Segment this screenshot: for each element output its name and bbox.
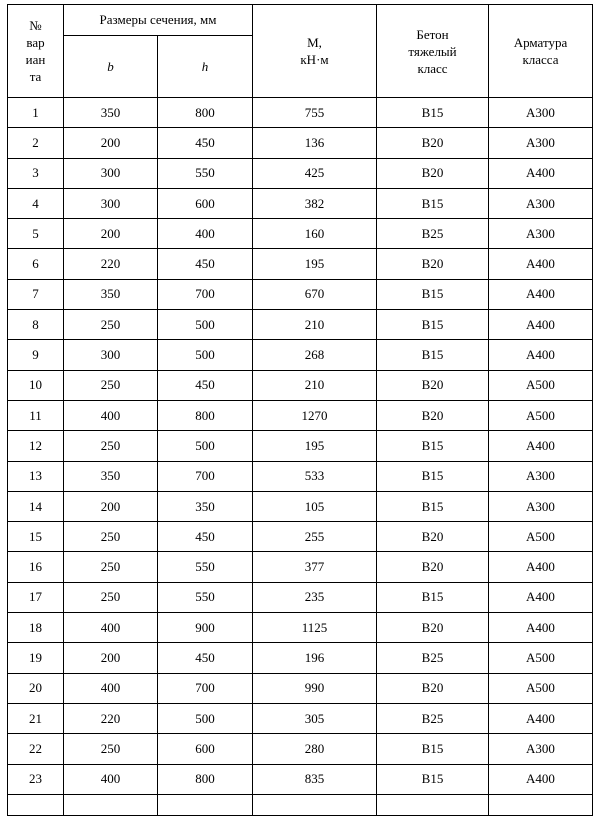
variant-number-cell: 2 [8,128,64,158]
height-h-cell: 600 [158,734,253,764]
variant-header-line: иан [25,52,46,67]
height-h-cell: 550 [158,552,253,582]
variant-number-cell: 9 [8,340,64,370]
rebar-class-cell: A400 [489,340,593,370]
concrete-class-cell: B20 [377,249,489,279]
width-b-cell: 250 [64,734,158,764]
table-row [8,582,593,612]
height-h-cell: 800 [158,98,253,128]
moment-cell: 136 [253,128,377,158]
moment-header [253,5,377,98]
concrete-class-cell: B25 [377,219,489,249]
width-b-cell: 200 [64,491,158,521]
height-h-cell: 900 [158,613,253,643]
height-h-cell: 450 [158,370,253,400]
table-row [8,764,593,794]
concrete-class-cell: B15 [377,582,489,612]
rebar-class-cell: A300 [489,219,593,249]
moment-cell: 160 [253,219,377,249]
width-b-header: b [64,36,158,98]
variant-number-header [8,5,64,98]
variant-number-cell: 14 [8,491,64,521]
table-header [8,5,593,98]
rebar-header [489,5,593,98]
table-row [8,279,593,309]
variant-number-cell: 17 [8,582,64,612]
width-b-cell: 250 [64,431,158,461]
width-b-cell: 200 [64,643,158,673]
section-dimensions-header: Размеры сечения, мм [64,5,253,36]
variant-number-cell: 7 [8,279,64,309]
height-h-cell: 500 [158,703,253,733]
variant-number-cell: 6 [8,249,64,279]
height-h-cell: 800 [158,764,253,794]
height-h-cell: 550 [158,582,253,612]
concrete-class-cell: B15 [377,310,489,340]
table-row [8,703,593,733]
moment-cell: 533 [253,461,377,491]
variant-header-line: № [29,18,42,33]
width-b-cell: 220 [64,703,158,733]
variant-number-cell: 8 [8,310,64,340]
concrete-class-cell: B20 [377,522,489,552]
variants-table [7,4,593,816]
table-row [8,552,593,582]
variant-number-cell: 12 [8,431,64,461]
table-row [8,734,593,764]
rebar-class-cell: A300 [489,188,593,218]
header-row-1 [8,5,593,36]
width-b-cell: 200 [64,219,158,249]
width-b-cell: 350 [64,461,158,491]
table-row [8,128,593,158]
rebar-class-cell: A400 [489,158,593,188]
variant-number-cell: 22 [8,734,64,764]
moment-cell: 305 [253,703,377,733]
variant-number-cell: 19 [8,643,64,673]
width-b-cell: 350 [64,279,158,309]
concrete-header-line: Бетон [416,26,449,42]
variant-number-cell [8,794,64,815]
table-row [8,340,593,370]
rebar-header-line: Арматура [513,35,568,50]
variant-number-cell: 23 [8,764,64,794]
width-b-cell: 400 [64,613,158,643]
table-row [8,310,593,340]
variant-number-cell: 18 [8,613,64,643]
moment-cell: 280 [253,734,377,764]
moment-cell: 377 [253,552,377,582]
moment-header-line: кН·м [300,52,329,67]
height-h-cell: 450 [158,128,253,158]
concrete-class-cell: B15 [377,734,489,764]
variant-number-cell: 10 [8,370,64,400]
width-b-cell: 200 [64,128,158,158]
concrete-class-cell: B20 [377,673,489,703]
concrete-class-cell: B15 [377,431,489,461]
rebar-class-cell: A400 [489,431,593,461]
concrete-class-cell: B20 [377,613,489,643]
rebar-class-cell: A500 [489,370,593,400]
table-row [8,158,593,188]
moment-cell: 196 [253,643,377,673]
variant-header-line: та [29,69,42,84]
moment-cell: 1270 [253,400,377,430]
width-b-cell: 250 [64,522,158,552]
height-h-cell: 700 [158,461,253,491]
moment-cell: 382 [253,188,377,218]
height-h-cell: 500 [158,431,253,461]
height-h-cell: 800 [158,400,253,430]
width-b-cell: 300 [64,158,158,188]
moment-cell: 1125 [253,613,377,643]
variant-number-cell: 11 [8,400,64,430]
table-row [8,794,593,815]
table-row [8,431,593,461]
moment-cell: 195 [253,249,377,279]
concrete-class-cell: B15 [377,491,489,521]
table-row [8,491,593,521]
width-b-cell: 400 [64,400,158,430]
concrete-class-cell: B15 [377,764,489,794]
concrete-class-cell [377,794,489,815]
rebar-class-cell: A300 [489,734,593,764]
variant-number-cell: 21 [8,703,64,733]
height-h-cell [158,794,253,815]
moment-cell: 990 [253,673,377,703]
concrete-header-line: класс [417,60,448,76]
concrete-class-cell: B20 [377,552,489,582]
rebar-class-cell: A300 [489,98,593,128]
table-row [8,522,593,552]
rebar-class-cell: A400 [489,764,593,794]
rebar-class-cell: A400 [489,613,593,643]
concrete-class-cell: B25 [377,643,489,673]
width-b-cell [64,794,158,815]
height-h-cell: 500 [158,340,253,370]
rebar-class-cell: A400 [489,552,593,582]
height-h-cell: 450 [158,643,253,673]
rebar-header-line: класса [522,52,559,67]
moment-cell: 670 [253,279,377,309]
variant-number-cell: 3 [8,158,64,188]
height-h-cell: 350 [158,491,253,521]
height-h-cell: 700 [158,673,253,703]
width-b-cell: 400 [64,673,158,703]
width-b-cell: 250 [64,582,158,612]
concrete-class-cell: B15 [377,340,489,370]
rebar-class-cell: A500 [489,643,593,673]
moment-cell: 210 [253,310,377,340]
moment-cell: 235 [253,582,377,612]
table-row [8,249,593,279]
concrete-class-cell: B15 [377,279,489,309]
variant-number-cell: 13 [8,461,64,491]
concrete-class-cell: B20 [377,400,489,430]
rebar-class-cell: A400 [489,582,593,612]
concrete-class-cell: B25 [377,703,489,733]
concrete-class-cell: B15 [377,98,489,128]
height-h-cell: 700 [158,279,253,309]
concrete-class-cell: B15 [377,188,489,218]
width-b-cell: 250 [64,552,158,582]
variant-number-cell: 16 [8,552,64,582]
table-row [8,98,593,128]
width-b-cell: 250 [64,310,158,340]
width-b-cell: 220 [64,249,158,279]
concrete-class-cell: B20 [377,158,489,188]
concrete-class-cell: B15 [377,461,489,491]
rebar-class-cell: A400 [489,249,593,279]
table-row [8,188,593,218]
height-h-cell: 400 [158,219,253,249]
table-row [8,219,593,249]
table-body [8,98,593,816]
moment-cell: 255 [253,522,377,552]
rebar-class-cell: A500 [489,522,593,552]
variant-number-cell: 15 [8,522,64,552]
table-row [8,400,593,430]
moment-cell: 210 [253,370,377,400]
concrete-header [377,5,489,98]
moment-cell: 835 [253,764,377,794]
moment-cell: 268 [253,340,377,370]
moment-cell [253,794,377,815]
height-h-cell: 600 [158,188,253,218]
table-row [8,673,593,703]
table-row [8,461,593,491]
variant-number-cell: 4 [8,188,64,218]
variant-number-cell: 1 [8,98,64,128]
height-h-cell: 450 [158,522,253,552]
concrete-class-cell: B20 [377,128,489,158]
width-b-cell: 250 [64,370,158,400]
width-b-cell: 300 [64,340,158,370]
rebar-class-cell: A400 [489,279,593,309]
moment-cell: 195 [253,431,377,461]
rebar-class-cell: A500 [489,673,593,703]
rebar-class-cell: A500 [489,400,593,430]
table-row [8,370,593,400]
concrete-header-line: тяжелый [408,43,457,59]
rebar-class-cell: A300 [489,491,593,521]
variant-number-cell: 5 [8,219,64,249]
rebar-class-cell: A300 [489,128,593,158]
height-h-cell: 450 [158,249,253,279]
table-row [8,613,593,643]
moment-cell: 105 [253,491,377,521]
rebar-class-cell [489,794,593,815]
width-b-cell: 400 [64,764,158,794]
width-b-cell: 300 [64,188,158,218]
rebar-class-cell: A400 [489,703,593,733]
variant-number-cell: 20 [8,673,64,703]
height-h-header: h [158,36,253,98]
rebar-class-cell: A400 [489,310,593,340]
rebar-class-cell: A300 [489,461,593,491]
table-row [8,643,593,673]
concrete-class-cell: B20 [377,370,489,400]
moment-cell: 425 [253,158,377,188]
moment-header-line: М, [307,35,322,50]
moment-cell: 755 [253,98,377,128]
variant-header-line: вар [26,35,45,50]
height-h-cell: 550 [158,158,253,188]
width-b-cell: 350 [64,98,158,128]
height-h-cell: 500 [158,310,253,340]
